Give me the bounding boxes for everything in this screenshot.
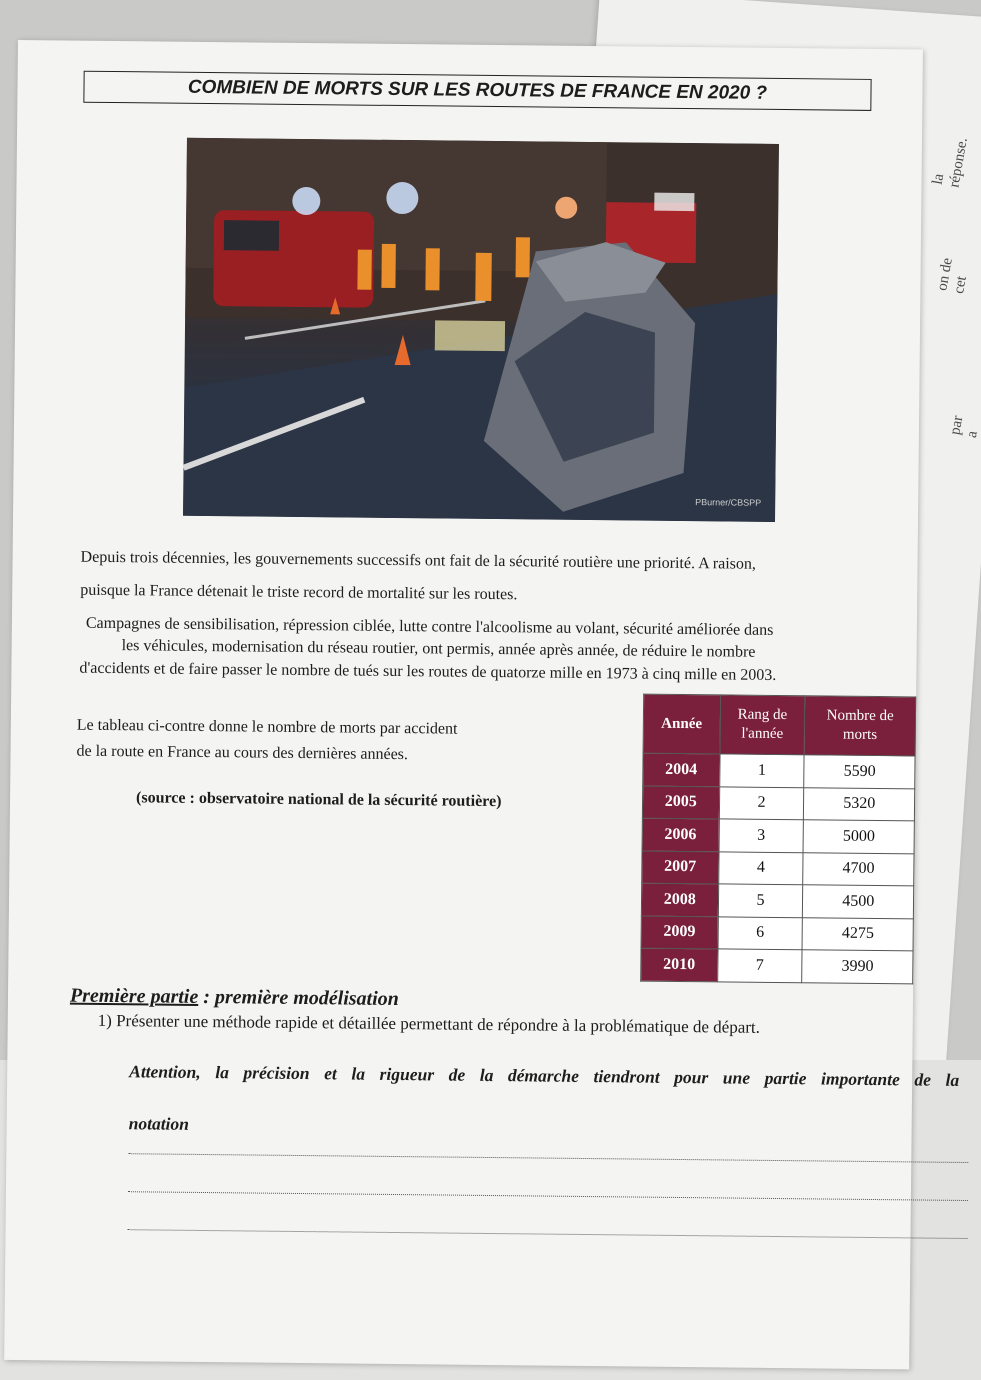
- cell-deaths: 5320: [804, 787, 915, 821]
- header-year: Année: [643, 694, 720, 754]
- cell-rank: 3: [719, 819, 804, 852]
- cell-year: 2004: [643, 753, 720, 786]
- table-row: [641, 948, 913, 983]
- section-title-underlined: Première partie: [69, 984, 199, 1008]
- header-rank-line2: l'année: [741, 725, 784, 743]
- cell-year: 2008: [641, 883, 718, 916]
- side-note-3: par a: [947, 414, 981, 440]
- intro-line-2: puisque la France détenait le triste record de mortalité sur les routes.: [80, 581, 518, 604]
- cell-deaths: 4500: [803, 885, 914, 919]
- cell-rank: 5: [718, 884, 803, 917]
- cell-year: 2006: [642, 818, 719, 851]
- attention-note: Attention, la précision et la rigueur de la démarche tiendront pour une partie importante de la: [129, 1061, 960, 1090]
- answer-line[interactable]: [128, 1191, 968, 1201]
- accident-photo: [183, 138, 779, 522]
- cell-rank: 1: [719, 754, 804, 787]
- table-intro-line-1: Le tableau ci-contre donne le nombre de morts par accident: [76, 716, 458, 738]
- side-note-1: la réponse.: [929, 136, 971, 189]
- table-row: [642, 818, 914, 853]
- header-deaths-line2: morts: [842, 726, 878, 744]
- cell-year: 2007: [642, 851, 719, 884]
- cell-rank: 2: [719, 786, 804, 819]
- table-row: [641, 916, 913, 951]
- question-1: 1) Présenter une méthode rapide et détaillée permettant de répondre à la problématique de départ.: [97, 1010, 761, 1037]
- intro-line-5: d'accidents et de faire passer le nombre de tués sur les routes de quatorze mille en 1973 à cinq mille en 2003.: [79, 659, 777, 684]
- cell-deaths: 5590: [804, 755, 915, 789]
- header-deaths-line1: Nombre de: [826, 707, 894, 725]
- table-header-row: [643, 694, 916, 756]
- cell-deaths: 4275: [802, 917, 913, 951]
- intro-line-1: Depuis trois décennies, les gouvernements successifs ont fait de la sécurité routière une priorité. A raison,: [80, 548, 756, 573]
- accident-scene-illustration: [183, 138, 779, 522]
- intro-line-4: les véhicules, modernisation du réseau routier, ont permis, année après année, de réduire le nombre: [121, 637, 756, 661]
- cell-rank: 6: [718, 916, 803, 949]
- table-row: [643, 753, 915, 788]
- cell-year: 2005: [642, 786, 719, 819]
- cell-rank: 4: [718, 851, 803, 884]
- answer-line[interactable]: [128, 1153, 968, 1163]
- cell-deaths: 5000: [804, 820, 915, 854]
- cell-deaths: 4700: [803, 852, 914, 886]
- cell-rank: 7: [717, 949, 802, 982]
- notation-word: notation: [128, 1113, 190, 1134]
- section-subtitle: : première modélisation: [198, 985, 399, 1011]
- cell-deaths: 3990: [802, 950, 913, 984]
- cell-year: 2010: [641, 948, 718, 981]
- answer-line[interactable]: [128, 1229, 968, 1239]
- photo-credit: PBurner/CBSPP: [695, 497, 762, 508]
- deaths-table: [640, 694, 916, 984]
- section-title: [70, 985, 399, 1011]
- header-deaths: [805, 696, 916, 756]
- table-row: [641, 883, 913, 918]
- side-note-2: on de cet: [934, 256, 970, 295]
- table-row: [642, 851, 914, 886]
- header-rank: [720, 695, 806, 755]
- cell-year: 2009: [641, 916, 718, 949]
- table-row: [642, 786, 914, 821]
- header-rank-line1: Rang de: [737, 706, 788, 724]
- intro-line-3: Campagnes de sensibilisation, répression ciblée, lutte contre l'alcoolisme au volant, sécurité améliorée dans: [85, 614, 774, 639]
- source-note: (source : observatoire national de la sécurité routière): [135, 789, 502, 811]
- page-title: COMBIEN DE MORTS SUR LES ROUTES DE FRANCE EN 2020 ?: [83, 71, 871, 111]
- table-intro-line-2: de la route en France au cours des dernières années.: [76, 742, 409, 764]
